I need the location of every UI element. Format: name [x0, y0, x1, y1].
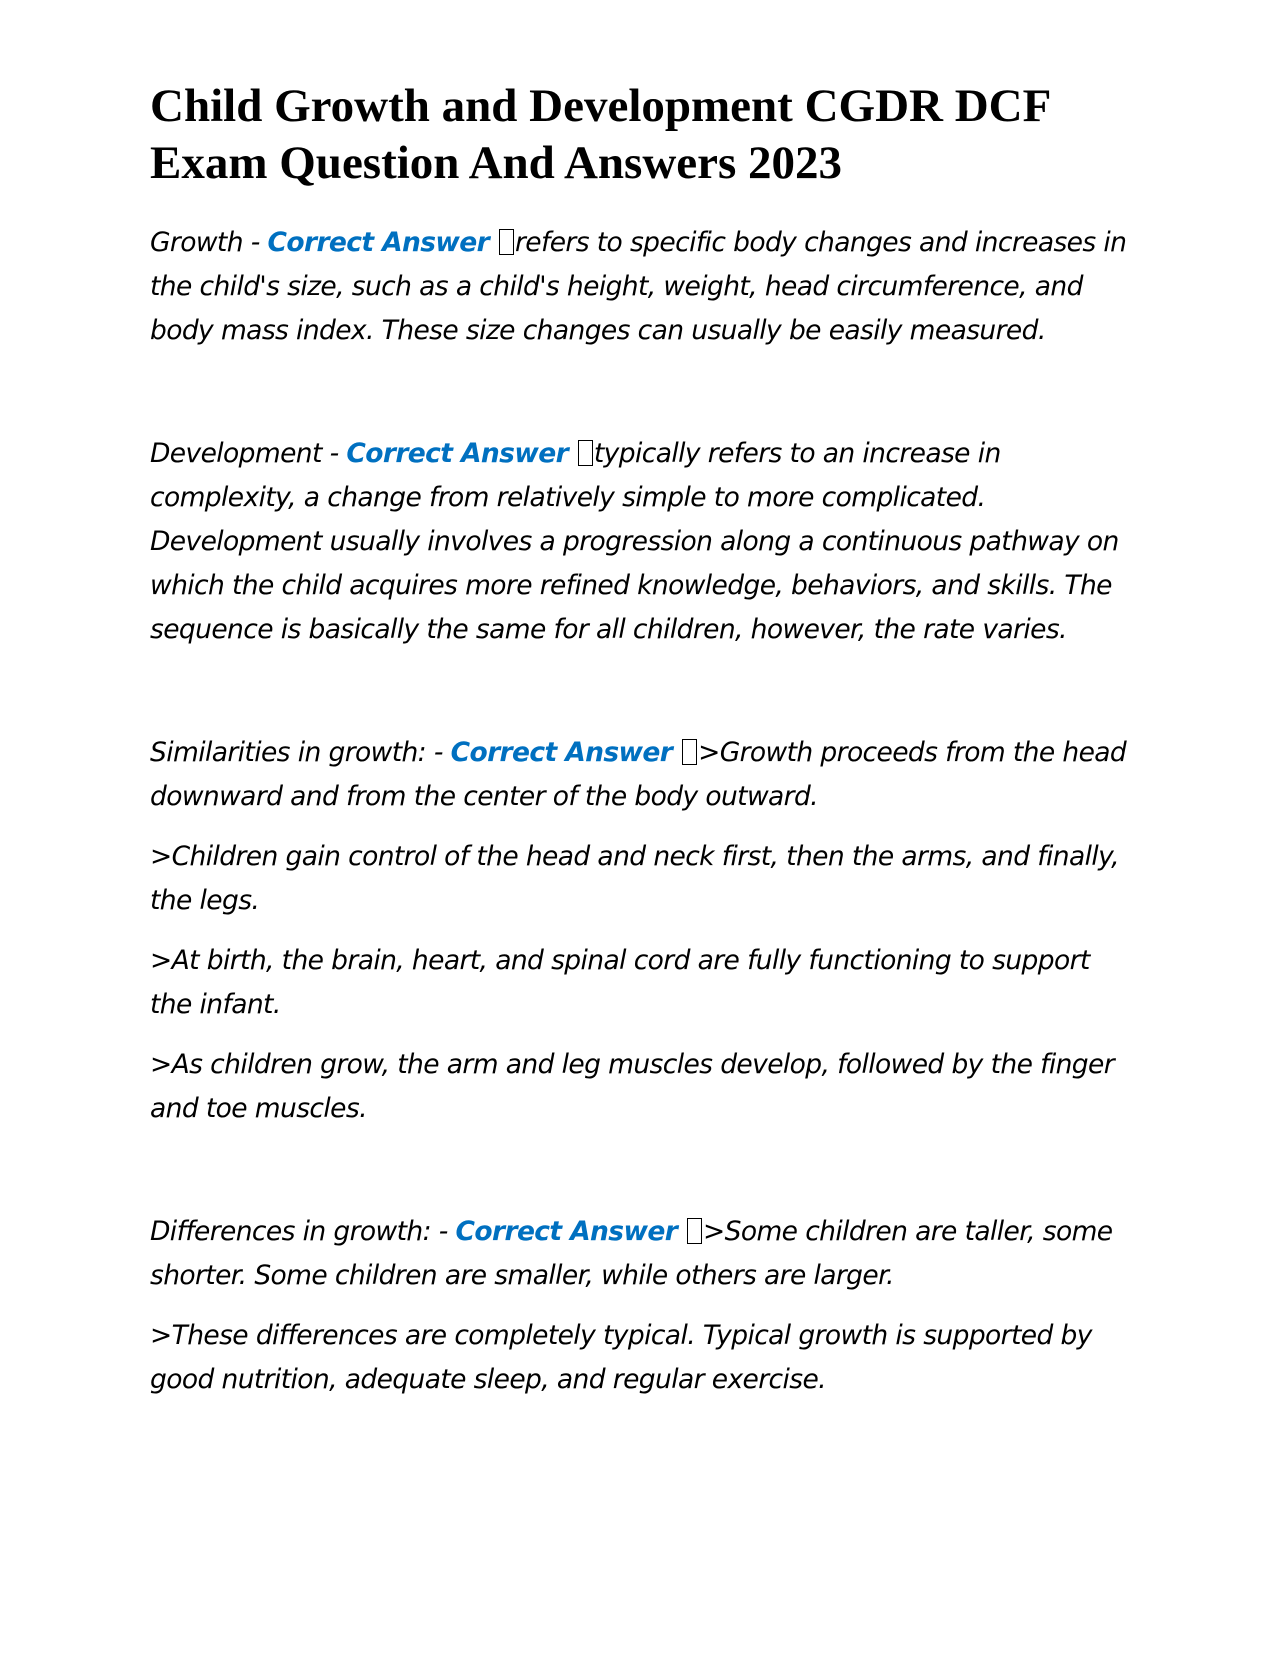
spacer	[150, 652, 1130, 731]
answer-continuation: >At birth, the brain, heart, and spinal cord are fully functioning to support the infant.	[150, 945, 1090, 1020]
qa-item-differences	[150, 1210, 1130, 1402]
question-term: Differences in growth: -	[150, 1216, 456, 1247]
answer-continuation: >These differences are completely typical. Typical growth is supported by good nutrition, adequate sleep, and regular exercise.	[150, 1320, 1092, 1395]
correct-answer-label: Correct Answer	[267, 227, 490, 258]
qa-item-similarities	[150, 731, 1130, 1131]
correct-answer-label: Correct Answer	[450, 737, 673, 768]
missing-glyph-icon	[687, 1218, 702, 1244]
answer-continuation: >Children gain control of the head and neck first, then the arms, and finally, the legs.	[150, 841, 1119, 916]
correct-answer-label: Correct Answer	[346, 438, 569, 469]
question-term: Development -	[150, 438, 347, 469]
answer-text: typically refers to an increase in complexity, a change from relatively simple to more complicated. Development usually involves a progression along a continuous pathway on which the child acquires more refined knowledge, behaviors, and skills. The sequence is basically the same for all children, however, the rate varies.	[150, 438, 1119, 645]
answer-text: >Growth proceeds from the head downward and from the center of the body outward.	[150, 737, 1127, 812]
spacer	[150, 353, 1130, 432]
question-term: Similarities in growth: -	[150, 737, 451, 768]
question-term: Growth -	[150, 227, 268, 258]
qa-paragraph	[150, 731, 1130, 819]
answer-text: refers to specific body changes and increases in the child's size, such as a child's height, weight, head circumference, and body mass index. These size changes can usually be easily measured.	[150, 227, 1127, 346]
qa-paragraph	[150, 432, 1130, 652]
document-title: Child Growth and Development CGDR DCF Exam Question And Answers 2023	[150, 80, 1050, 189]
qa-item-development	[150, 432, 1130, 652]
qa-paragraph	[150, 1210, 1130, 1298]
answer-text: >Some children are taller, some shorter. Some children are smaller, while others are larger.	[150, 1216, 1113, 1291]
qa-paragraph	[150, 221, 1130, 353]
answer-continuation: >As children grow, the arm and leg muscles develop, followed by the finger and toe muscles.	[150, 1049, 1115, 1124]
document-page	[150, 78, 1130, 1402]
spacer	[150, 1131, 1130, 1210]
missing-glyph-icon	[682, 739, 697, 765]
missing-glyph-icon	[499, 229, 514, 255]
qa-item-growth	[150, 221, 1130, 353]
missing-glyph-icon	[578, 440, 593, 466]
correct-answer-label: Correct Answer	[455, 1216, 678, 1247]
